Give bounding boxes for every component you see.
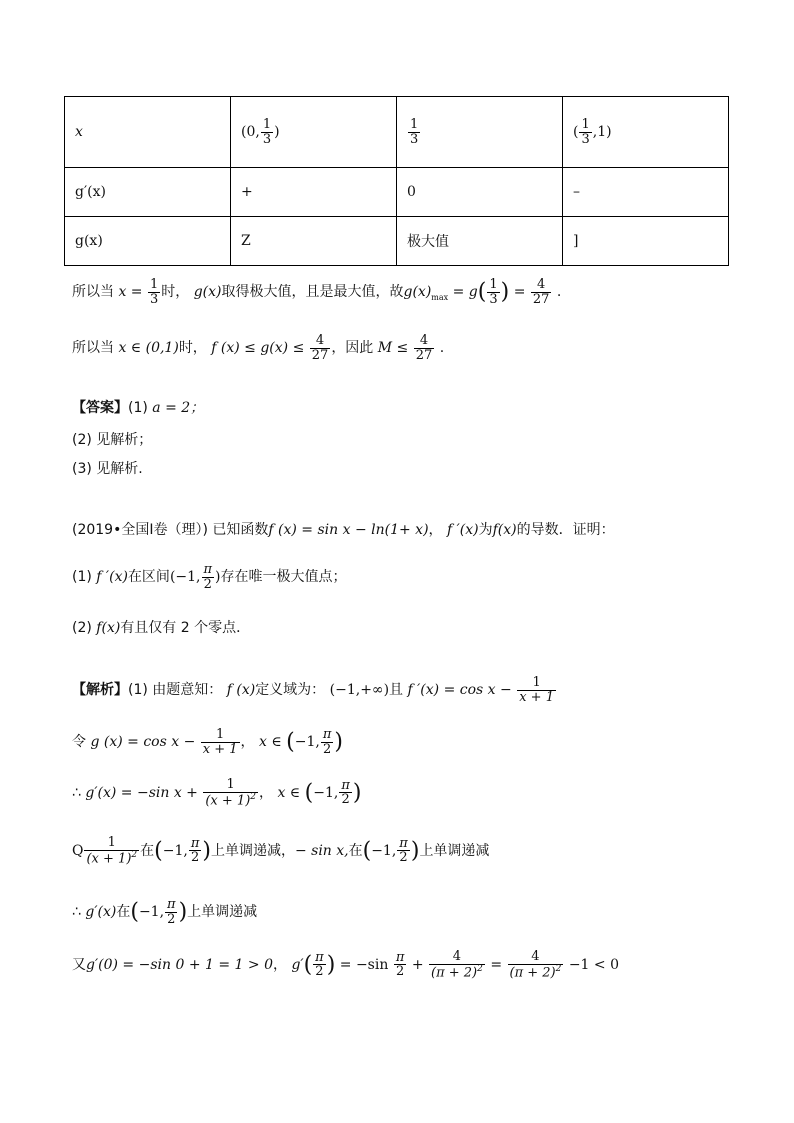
table-cell: g(x) xyxy=(65,217,231,266)
answer-line: (2) 见解析； xyxy=(72,432,153,448)
table-row xyxy=(65,217,729,266)
fraction: $\frac{4}{27}$ xyxy=(311,333,329,363)
fraction: $\frac{\pi}{2}$ xyxy=(167,897,176,927)
table-cell: 0 xyxy=(397,168,563,217)
table-cell: 极大值 xyxy=(397,217,563,266)
fraction: $\frac{\pi}{2}$ xyxy=(315,949,324,980)
table-cell: x xyxy=(65,97,231,168)
answer-line: (3) 见解析. xyxy=(72,461,143,477)
question-line: (2019•全国I卷（理）) 已知函数f (x) = sin x − ln(1+ x)， f ′(x)为f(x)的导数．证明： xyxy=(72,522,615,538)
table-cell: (0, $\frac{1}{3}$ ) xyxy=(231,97,397,168)
table-cell: Z xyxy=(231,217,397,266)
fraction: $\frac{1}{3}$ xyxy=(149,277,159,307)
text-line: 所以当 x = $\frac{1}{3}$ 时， g(x)取得极大值，且是最大值，故$g(x)_{max} = g$( $\frac{1}{3}$ ) = $\frac{4}{27}$ . xyxy=(72,277,562,307)
fraction: $\frac{1}{(x + 1)^2}$ xyxy=(205,777,256,808)
table-row xyxy=(65,97,729,168)
table-cell xyxy=(397,97,563,168)
table-row xyxy=(65,168,729,217)
table-cell: g′(x) xyxy=(65,168,231,217)
fraction: $\frac{1}{3}$ xyxy=(410,116,419,147)
table-cell: ] xyxy=(563,217,729,266)
solution-line: Q $\frac{1}{(x + 1)^2}$ 在(−1, $\frac{\pi}{2}$ )上单调递减，− sin x,在(−1, $\frac{\pi}{2}$ )上单调递减 xyxy=(72,835,490,866)
answer-line: 【答案】(1) a = 2； xyxy=(72,400,205,416)
fraction: $\frac{4}{(\pi + 2)^2}$ xyxy=(509,949,562,980)
fraction: $\frac{4}{27}$ xyxy=(415,333,433,363)
fraction: $\frac{\pi}{2}$ xyxy=(399,835,408,866)
text-line: 所以当 x ∈ (0,1)时， f (x) ≤ g(x) ≤ $\frac{4}{27}$ ，因此 M ≤ $\frac{4}{27}$ . xyxy=(72,333,445,363)
fraction: $\frac{\pi}{2}$ xyxy=(322,727,332,757)
fraction: $\frac{1}{3}$ xyxy=(489,277,498,307)
variation-table xyxy=(64,96,729,266)
solution-line: ∴ g′(x)在(−1, $\frac{\pi}{2}$ )上单调递减 xyxy=(72,897,258,927)
fraction: $\frac{1}{3}$ xyxy=(262,116,272,147)
fraction: $\frac{1}{x + 1}$ xyxy=(202,727,238,757)
question-line: (2) f(x)有且仅有 2 个零点． xyxy=(72,620,251,636)
fraction: $\frac{\pi}{2}$ xyxy=(341,777,350,808)
fraction: $\frac{4}{(\pi + 2)^2}$ xyxy=(431,949,483,980)
fraction: $\frac{\pi}{2}$ xyxy=(395,949,405,980)
fraction: $\frac{1}{3}$ xyxy=(581,116,590,147)
fraction: $\frac{4}{27}$ xyxy=(532,277,550,307)
table-cell: ( $\frac{1}{3}$ ,1) xyxy=(563,97,729,168)
solution-line: 又g′(0) = −sin 0 + 1 = 1 > 0， g′( $\frac{\pi}{2}$ ) = −sin $\frac{\pi}{2}$ + $\frac{4}{(\pi + 2)^2}$ = $\frac{4}{(\pi + 2)^2}$ −1 < 0 xyxy=(72,949,619,980)
solution-line: ∴ g′(x) = −sin x + $\frac{1}{(x + 1)^2}$ ， x ∈ (−1, $\frac{\pi}{2}$ ) xyxy=(72,777,362,808)
question-line: (1) f ′(x)在区间(−1, $\frac{\pi}{2}$ )存在唯一极大值点； xyxy=(72,562,347,592)
fraction: $\frac{1}{(x + 1)^2}$ xyxy=(86,835,138,866)
solution-line: 【解析】(1) 由题意知： f (x)定义域为： (−1,+∞)且 f ′(x) = cos x − $\frac{1}{x + 1}$ xyxy=(72,675,554,705)
solution-line: 令 g (x) = cos x − $\frac{1}{x + 1}$ ， x ∈ (−1, $\frac{\pi}{2}$ ) xyxy=(72,727,343,757)
fraction: $\frac{\pi}{2}$ xyxy=(203,562,213,592)
fraction: $\frac{\pi}{2}$ xyxy=(190,835,200,866)
table-cell: + xyxy=(231,168,397,217)
fraction: $\frac{1}{x + 1}$ xyxy=(519,675,554,705)
table-cell: – xyxy=(563,168,729,217)
